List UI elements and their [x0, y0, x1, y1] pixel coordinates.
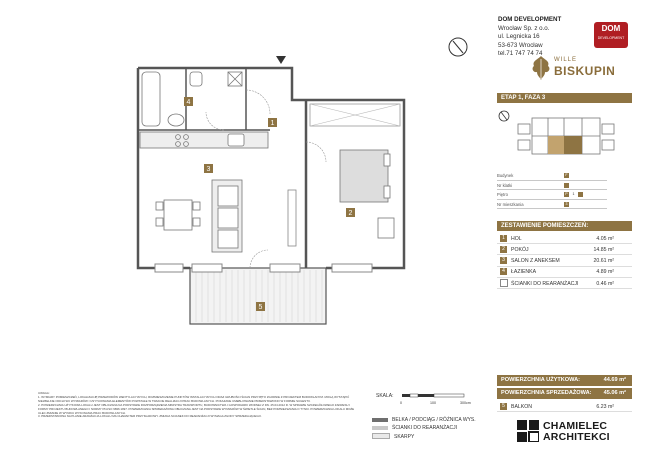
- usable-area-value: 44.69 m²: [603, 377, 626, 383]
- project-logo: [528, 55, 616, 89]
- note-heading: UWAGA:: [38, 391, 50, 395]
- developer-info: [498, 16, 608, 59]
- legend-item: [372, 416, 476, 424]
- room-name: POKÓJ: [511, 246, 529, 253]
- info-floor-marker: [578, 192, 583, 197]
- info-row: [497, 200, 607, 210]
- entry-arrow: [276, 56, 286, 64]
- dom-logo: [594, 22, 628, 48]
- developer-company: Wrocław Sp. z o.o.: [498, 24, 550, 32]
- room-num: 4: [500, 268, 507, 275]
- rooms-header: ZESTAWIENIE POMIESZCZEŃ:: [497, 221, 632, 231]
- oak-leaf-icon: [530, 55, 552, 81]
- sofa: [212, 180, 242, 252]
- scale-tick: 0: [400, 401, 402, 405]
- room-area: 14.85 m²: [593, 246, 614, 253]
- info-row: [497, 181, 607, 191]
- scale-tick: 300cm: [460, 401, 471, 405]
- legend-label: ŚCIANKI DO REARANŻACJI: [392, 425, 458, 432]
- legend-label: SKARPY: [394, 433, 415, 440]
- note-item: 3. PRZEDSTAWIONA NA PLANIE ARANŻACJA LOKALU MA CHARAKTER PRZYKŁADOWY. ZMIANA SCIANEK DO REARANŻACJI WYMAGA ZGODY SPRZEDAJĄCEGO.: [38, 414, 262, 419]
- info-label-apartment: Nr mieszkania: [497, 201, 524, 207]
- bed: [340, 150, 390, 202]
- room-label-2: 2: [348, 210, 353, 217]
- info-value-stairwell: [564, 183, 569, 188]
- usable-area-label: POWIERZCHNIA UŻYTKOWA:: [501, 377, 581, 383]
- info-value-apartment: 3: [565, 201, 568, 206]
- list-item: [497, 244, 632, 255]
- sale-area-label: POWIERZCHNIA SPRZEDAŻOWA:: [501, 390, 592, 396]
- sale-area-bar: [497, 388, 632, 399]
- room-num: 3: [500, 257, 507, 264]
- scale-bar: [376, 393, 471, 405]
- info-table: [497, 171, 607, 209]
- scale-label: SKALA:: [376, 393, 394, 399]
- balcony-row: [497, 401, 632, 412]
- developer-street: ul. Legnicka 16: [498, 33, 540, 41]
- minimap-compass-icon: [499, 111, 509, 121]
- architect-name-1: CHAMIELEC: [543, 420, 608, 432]
- sale-area-value: 45.06 m²: [603, 390, 626, 396]
- architect-name-2: ARCHITEKCI: [543, 430, 610, 443]
- dining-table: [156, 200, 200, 230]
- info-label-building: Budynek: [497, 173, 514, 178]
- note-item: 2. POWIERZCHNIA UŻYTKOWA LOKALU JEST OBLICZANA NA PODSTAWIE ROZPORZĄDZENIA MINISTRA TRANSPORTU, BUDOWNICTWA I GOSPODARKI WODNEJ Z DN. 25.04.2012 R. W SPRAWIE SZCZEGÓŁOWEGO ZAKRESU I FORMY PROJEKTU BUDOWLANEGO I NORMY PN-ISO 9836:1997. POWIERZCHNIA SPRZEDAŻOWA OBLICZANA JEST NA PODSTAWIE WYMIARÓW W ŚWIETLE ŚCIAN, BEZ POMNIEJSZANIA O TYNKI. POWIERZCHNIA LOKALU MOŻE ULEC ZMIANIE W WYNIKU WYKONANIA PRAC BUDOWLANYCH.: [38, 402, 355, 415]
- info-value-floor: 1: [572, 192, 575, 197]
- architect-logo: [517, 419, 617, 443]
- info-label-stairwell: Nr klatki: [497, 182, 513, 188]
- info-label-floor: Piętro: [497, 192, 508, 198]
- room-area: 4.05 m²: [596, 235, 614, 242]
- scale-tick: 100: [430, 401, 436, 405]
- room-area: 6.23 m²: [596, 403, 614, 410]
- project-name-small: WILLE: [554, 57, 578, 63]
- project-name-big: BISKUPIN: [554, 64, 616, 78]
- room-name: BALKON: [511, 403, 533, 410]
- kitchen-counter: [140, 132, 268, 148]
- list-item: [497, 267, 632, 278]
- developer-name: DOM DEVELOPMENT: [498, 16, 562, 23]
- tv-cabinet: [288, 190, 296, 246]
- balcony: [190, 268, 326, 324]
- developer-city: 53-673 Wrocław: [498, 41, 543, 49]
- usable-area-bar: [497, 375, 632, 386]
- notes: [38, 392, 360, 419]
- minimap-highlight: [548, 136, 564, 154]
- legend-swatch: [372, 418, 388, 422]
- list-item: [497, 255, 632, 266]
- legend-label: BELKA / PODCIĄG / RÓŻNICA WYS.: [392, 417, 476, 423]
- room-name: SALON Z ANEKSEM: [511, 258, 560, 265]
- room-num: 2: [500, 246, 507, 253]
- room-name: HOL: [511, 235, 522, 242]
- list-item: [497, 278, 632, 289]
- room-area: 20.61 m²: [593, 258, 614, 265]
- list-item: [497, 233, 632, 244]
- developer-phone: tel.71 747 74 74: [498, 50, 543, 58]
- info-floor-code: P: [565, 192, 568, 197]
- room-label-3: 3: [206, 166, 211, 173]
- architect-mark-icon: [517, 420, 539, 442]
- room-label-5: 5: [258, 304, 263, 311]
- room-name: ŚCIANKI DO REARANŻACJI: [511, 280, 579, 287]
- room-num: 5: [500, 403, 507, 410]
- room-area: 4.89 m²: [596, 269, 614, 276]
- compass-icon: [447, 36, 469, 58]
- legend-item: [372, 433, 476, 441]
- room-label-1: 1: [270, 120, 275, 127]
- dom-logo-sub: DEVELOPMENT: [597, 36, 625, 40]
- building-minimap: [498, 106, 628, 168]
- legend-swatch: [372, 426, 388, 430]
- info-row: [497, 190, 607, 200]
- info-row: [497, 171, 607, 181]
- info-value-building: F: [565, 173, 568, 177]
- floor-plan: [120, 50, 420, 340]
- legend: [372, 416, 476, 441]
- rearrange-swatch: [500, 279, 508, 287]
- room-label-4: 4: [186, 99, 191, 106]
- stage-bar: ETAP 1, FAZA 3: [497, 93, 632, 103]
- rooms-list: [497, 233, 632, 289]
- desk: [378, 218, 394, 238]
- note-item: 1. WYMIARY POMIESZCZEŃ, LOKALIZACJĘ PRZEWODÓW WENTYLACYJNYCH, ROZMIESZCZENIE PUNKTÓW INSTALACYJNYCH ORAZ GRUBOŚCI ŚCIAN PRZYJĘTO ZGODNIE Z PROJEKTEM BUDOWLANYM. MOGĄ WYSTĄPIĆ NIEWIELKIE ODCHYŁKI WYMIARÓW I USYTUOWANIA ELEMENTÓW POWSTAŁE W TRAKCIE REALIZACJI PRAC BUDOWLANYCH. POKAZANE UMEBLOWANIE PRZEDSTAWIONO W FORMIE SUGESTII.: [38, 394, 350, 403]
- room-num: 1: [500, 235, 507, 242]
- legend-item: [372, 424, 476, 432]
- room-name: ŁAZIENKA: [511, 269, 537, 276]
- legend-swatch: [372, 433, 390, 439]
- dom-logo-text: DOM: [601, 24, 621, 33]
- room-area: 0.46 m²: [596, 280, 614, 287]
